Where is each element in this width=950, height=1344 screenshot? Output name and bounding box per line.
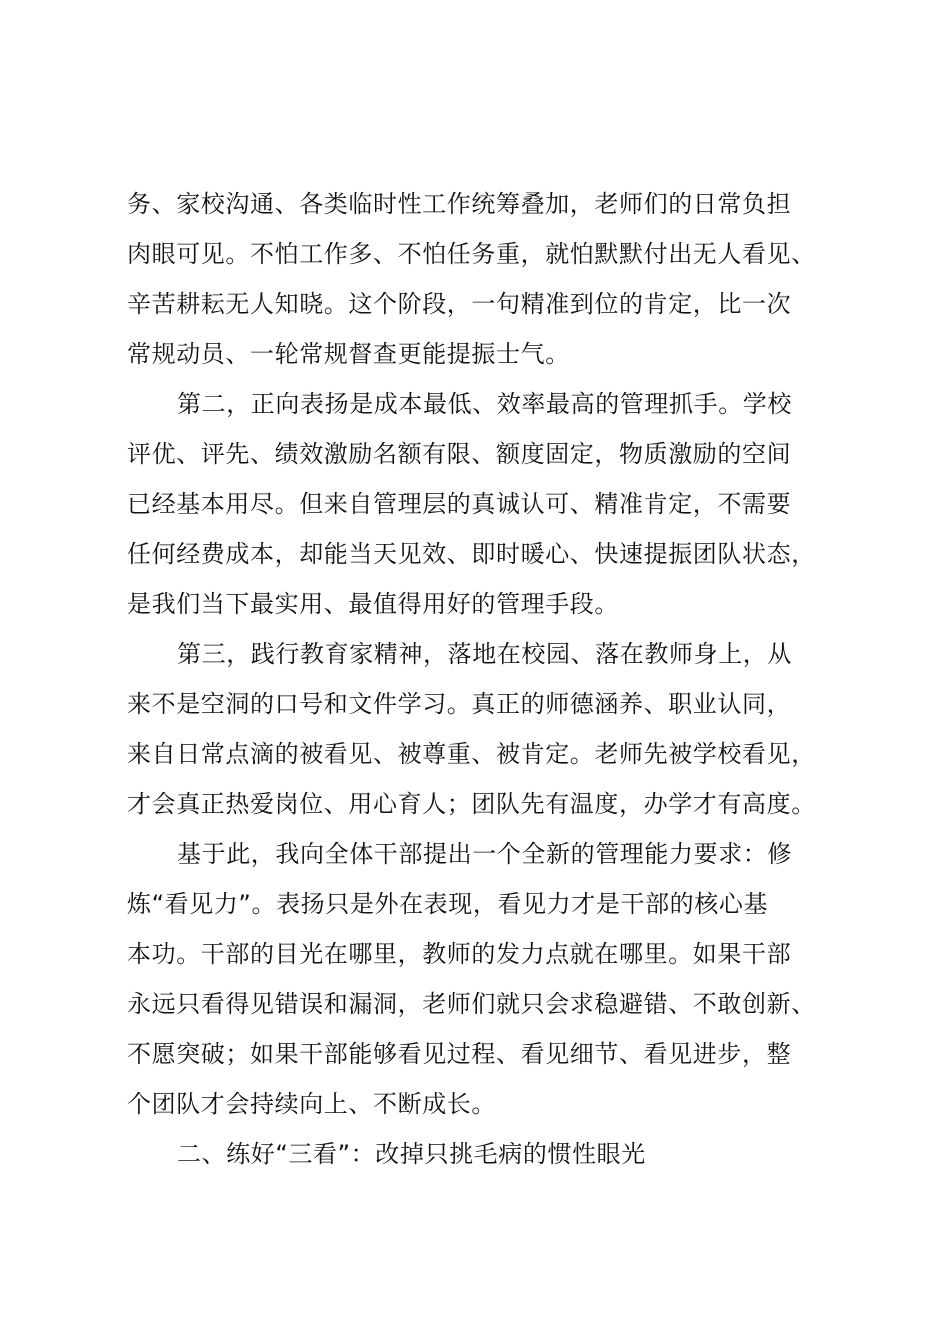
text-line-1: 务、家校沟通、各类临时性工作统筹叠加，老师们的日常负担 [127, 190, 792, 218]
text-line-6: 评优、评先、绩效激励名额有限、额度固定，物质激励的空间 [127, 440, 792, 468]
text-line-2: 肉眼可见。不怕工作多、不怕任务重，就怕默默付出无人看见、 [127, 240, 816, 268]
text-line-18: 不愿突破；如果干部能够看见过程、看见细节、看见进步，整 [127, 1040, 792, 1068]
text-line-3: 辛苦耕耘无人知晓。这个阶段，一句精准到位的肯定，比一次 [127, 290, 792, 318]
paragraph-third-start: 第三，践行教育家精神，落地在校园、落在教师身上，从 [177, 640, 792, 668]
text-line-9: 是我们当下最实用、最值得用好的管理手段。 [127, 590, 619, 618]
text-line-8: 任何经费成本，却能当天见效、即时暖心、快速提振团队状态， [127, 540, 816, 568]
text-line-16: 本功。干部的目光在哪里，教师的发力点就在哪里。如果干部 [127, 940, 792, 968]
text-line-13: 才会真正热爱岗位、用心育人；团队先有温度，办学才有高度。 [127, 790, 816, 818]
text-line-11: 来不是空洞的口号和文件学习。真正的师德涵养、职业认同， [127, 690, 792, 718]
text-line-4: 常规动员、一轮常规督查更能提振士气。 [127, 340, 570, 368]
text-line-12: 来自日常点滴的被看见、被尊重、被肯定。老师先被学校看见， [127, 740, 816, 768]
paragraph-requirement-start: 基于此，我向全体干部提出一个全新的管理能力要求：修 [177, 840, 792, 868]
section-heading: 二、练好“三看”：改掉只挑毛病的惯性眼光 [177, 1140, 646, 1168]
text-line-15: 炼“看见力”。表扬只是外在表现，看见力才是干部的核心基 [127, 890, 769, 918]
text-line-7: 已经基本用尽。但来自管理层的真诚认可、精准肯定，不需要 [127, 490, 792, 518]
paragraph-second-start: 第二，正向表扬是成本最低、效率最高的管理抓手。学校 [177, 390, 792, 418]
text-line-17: 永远只看得见错误和漏洞，老师们就只会求稳避错、不敢创新、 [127, 990, 816, 1018]
text-line-19: 个团队才会持续向上、不断成长。 [127, 1090, 496, 1118]
